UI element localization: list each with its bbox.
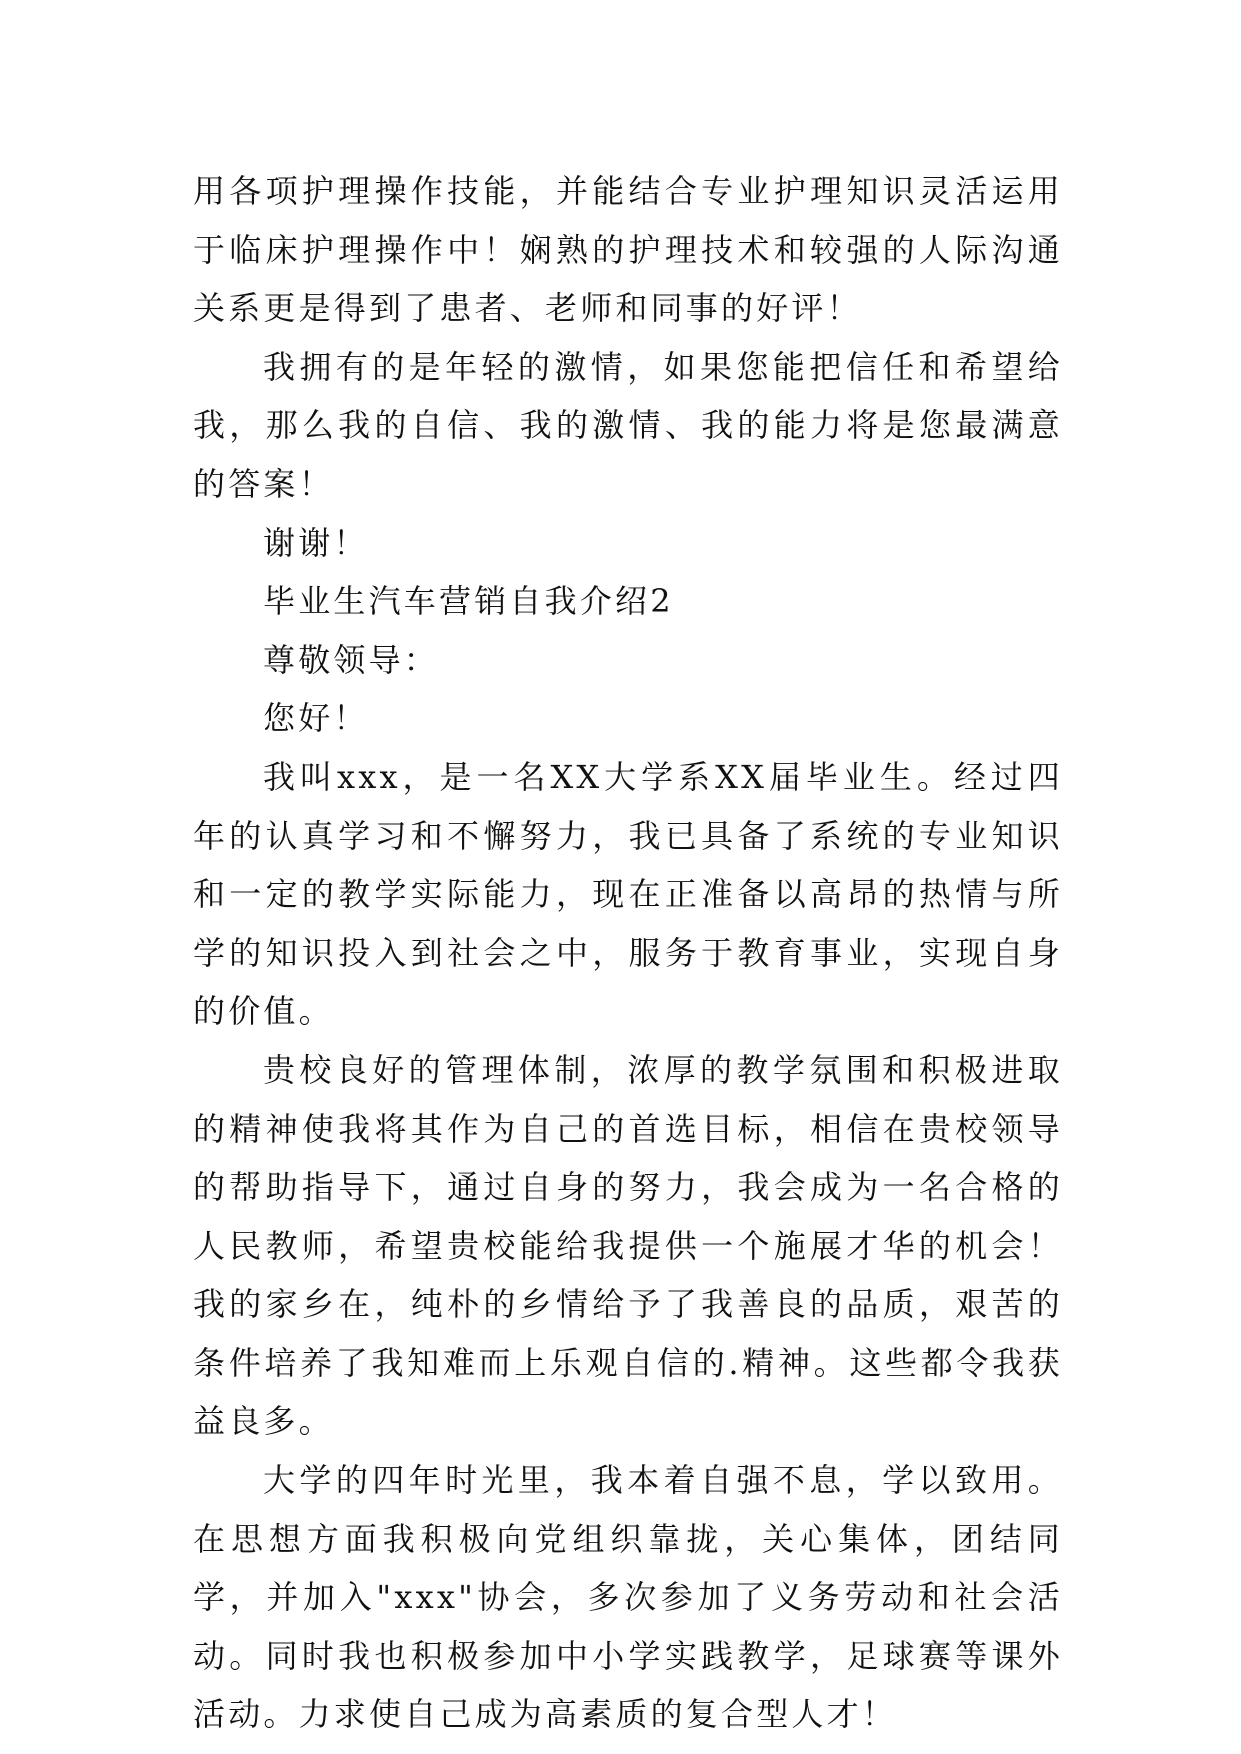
- paragraph: 大学的四年时光里，我本着自强不息，学以致用。在思想方面我积极向党组织靠拢，关心集体，团结同学，并加入"xxx"协会，多次参加了义务劳动和社会活动。同时我也积极参加中小学实践教学，足球赛等课外活动。力求使自己成为高素质的复合型人才！: [193, 1461, 1063, 1734]
- paragraph: 用各项护理操作技能，并能结合专业护理知识灵活运用于临床护理操作中！娴熟的护理技术和较强的人际沟通关系更是得到了患者、老师和同事的好评！: [193, 172, 1063, 328]
- paragraph: 我叫xxx，是一名XX大学系XX届毕业生。经过四年的认真学习和不懈努力，我已具备了系统的专业知识和一定的教学实际能力，现在正准备以高昂的热情与所学的知识投入到社会之中，服务于教育事业，实现自身的价值。: [193, 757, 1063, 1031]
- paragraph: 谢谢！: [263, 523, 369, 562]
- section-heading: 毕业生汽车营销自我介绍2: [263, 582, 674, 621]
- paragraph: 贵校良好的管理体制，浓厚的教学氛围和积极进取的精神使我将其作为自己的首选目标，相信在贵校领导的帮助指导下，通过自身的努力，我会成为一名合格的人民教师，希望贵校能给我提供一个施展才华的机会！我的家乡在，纯朴的乡情给予了我善良的品质，艰苦的条件培养了我知难而上乐观自信的.精神。这些都令我获益良多。: [193, 1050, 1063, 1441]
- document-body: [193, 162, 1063, 1744]
- salutation: 尊敬领导：: [263, 640, 440, 679]
- paragraph: 我拥有的是年轻的激情，如果您能把信任和希望给我，那么我的自信、我的激情、我的能力将是您最满意的答案！: [193, 347, 1063, 503]
- greeting: 您好！: [263, 699, 369, 738]
